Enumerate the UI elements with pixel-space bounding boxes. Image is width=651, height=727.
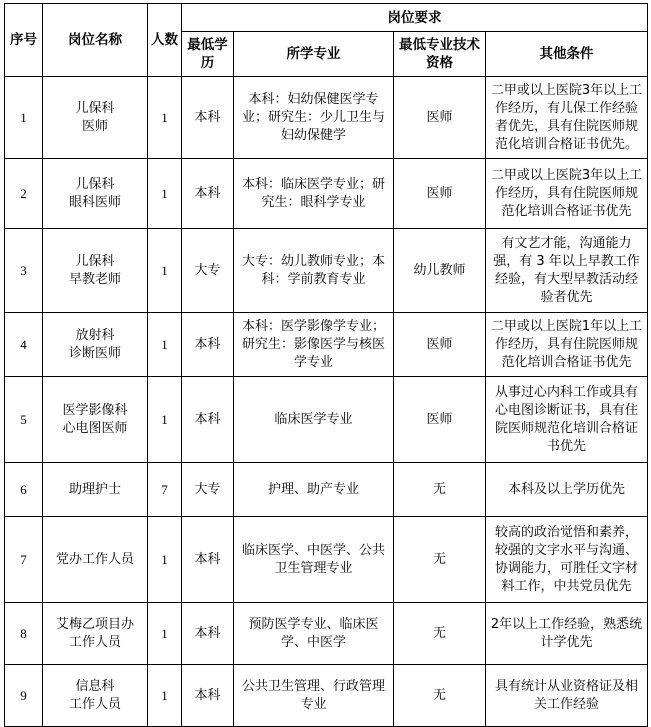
row-qual: 无 xyxy=(394,463,486,517)
row-qual: 医师 xyxy=(394,313,486,377)
header-other: 其他条件 xyxy=(486,32,648,77)
table-row xyxy=(5,603,648,665)
row-edu: 本科 xyxy=(182,159,234,229)
row-major: 大专：幼儿教师专业；本科：学前教育专业 xyxy=(234,229,394,313)
table-body xyxy=(5,77,648,727)
row-edu: 大专 xyxy=(182,229,234,313)
row-no: 5 xyxy=(5,377,43,463)
row-edu: 大专 xyxy=(182,463,234,517)
row-qual: 无 xyxy=(394,603,486,665)
row-count: 1 xyxy=(148,313,182,377)
row-position: 儿保科 早教老师 xyxy=(43,229,148,313)
header-no: 序号 xyxy=(5,4,43,77)
header-qual: 最低专业技术资格 xyxy=(394,32,486,77)
table-row xyxy=(5,159,648,229)
row-edu: 本科 xyxy=(182,77,234,159)
row-qual: 医师 xyxy=(394,77,486,159)
row-no: 8 xyxy=(5,603,43,665)
row-count: 7 xyxy=(148,463,182,517)
row-edu: 本科 xyxy=(182,665,234,727)
header-position: 岗位名称 xyxy=(43,4,148,77)
row-no: 4 xyxy=(5,313,43,377)
table-row xyxy=(5,229,648,313)
recruitment-table xyxy=(4,3,648,727)
row-major: 本科：医学影像学专业；研究生：影像医学与核医学专业 xyxy=(234,313,394,377)
row-other: 本科及以上学历优先 xyxy=(486,463,648,517)
row-no: 7 xyxy=(5,517,43,603)
table-row xyxy=(5,377,648,463)
table-row xyxy=(5,313,648,377)
row-position: 党办工作人员 xyxy=(43,517,148,603)
row-edu: 本科 xyxy=(182,603,234,665)
table-row xyxy=(5,517,648,603)
row-major: 公共卫生管理、行政管理专业 xyxy=(234,665,394,727)
row-other: 二甲或以上医院3年以上工作经历，有儿保工作经验者优先，具有住院医师规范化培训合格证书优先。 xyxy=(486,77,648,159)
header-count: 人数 xyxy=(148,4,182,77)
row-count: 1 xyxy=(148,229,182,313)
row-qual: 幼儿教师 xyxy=(394,229,486,313)
row-count: 1 xyxy=(148,377,182,463)
row-other: 二甲或以上医院1年以上工作经历，具有住院医师规范化培训合格证书优先 xyxy=(486,313,648,377)
table-row xyxy=(5,665,648,727)
row-major: 临床医学、中医学、公共卫生管理专业 xyxy=(234,517,394,603)
row-major: 护理、助产专业 xyxy=(234,463,394,517)
row-major: 本科：临床医学专业；研究生：眼科学专业 xyxy=(234,159,394,229)
row-count: 1 xyxy=(148,665,182,727)
row-no: 3 xyxy=(5,229,43,313)
row-qual: 无 xyxy=(394,517,486,603)
row-other: 从事过心内科工作或具有心电图诊断证书，具有住院医师规范化培训合格证书优先 xyxy=(486,377,648,463)
row-no: 9 xyxy=(5,665,43,727)
row-position: 儿保科 眼科医师 xyxy=(43,159,148,229)
row-major: 临床医学专业 xyxy=(234,377,394,463)
row-major: 本科：妇幼保健医学专业；研究生：少儿卫生与妇幼保健学 xyxy=(234,77,394,159)
row-position: 儿保科 医师 xyxy=(43,77,148,159)
row-no: 2 xyxy=(5,159,43,229)
row-position: 信息科 工作人员 xyxy=(43,665,148,727)
row-qual: 医师 xyxy=(394,159,486,229)
row-other: 2年以上工作经验，熟悉统计学优先 xyxy=(486,603,648,665)
row-no: 1 xyxy=(5,77,43,159)
row-other: 有文艺才能，沟通能力强，有 3 年以上早教工作经验，有大型早教活动经验者优先 xyxy=(486,229,648,313)
row-count: 1 xyxy=(148,159,182,229)
row-position: 艾梅乙项目办 工作人员 xyxy=(43,603,148,665)
row-count: 1 xyxy=(148,603,182,665)
row-position: 放射科 诊断医师 xyxy=(43,313,148,377)
row-count: 1 xyxy=(148,517,182,603)
row-edu: 本科 xyxy=(182,517,234,603)
row-no: 6 xyxy=(5,463,43,517)
row-edu: 本科 xyxy=(182,313,234,377)
row-qual: 无 xyxy=(394,665,486,727)
row-other: 具有统计从业资格证及相关工作经验 xyxy=(486,665,648,727)
row-count: 1 xyxy=(148,77,182,159)
row-edu: 本科 xyxy=(182,377,234,463)
header-major: 所学专业 xyxy=(234,32,394,77)
table-row xyxy=(5,77,648,159)
row-qual: 医师 xyxy=(394,377,486,463)
table-row xyxy=(5,463,648,517)
row-major: 预防医学专业、临床医学、中医学 xyxy=(234,603,394,665)
header-edu: 最低学历 xyxy=(182,32,234,77)
header-requirements: 岗位要求 xyxy=(182,4,648,32)
row-other: 二甲或以上医院3年以上工作经历，具有住院医师规范化培训合格证书优先 xyxy=(486,159,648,229)
row-position: 助理护士 xyxy=(43,463,148,517)
row-position: 医学影像科 心电图医师 xyxy=(43,377,148,463)
row-other: 较高的政治觉悟和素养，较强的文字水平与沟通、协调能力，可胜任文字材料工作，中共党员优先 xyxy=(486,517,648,603)
